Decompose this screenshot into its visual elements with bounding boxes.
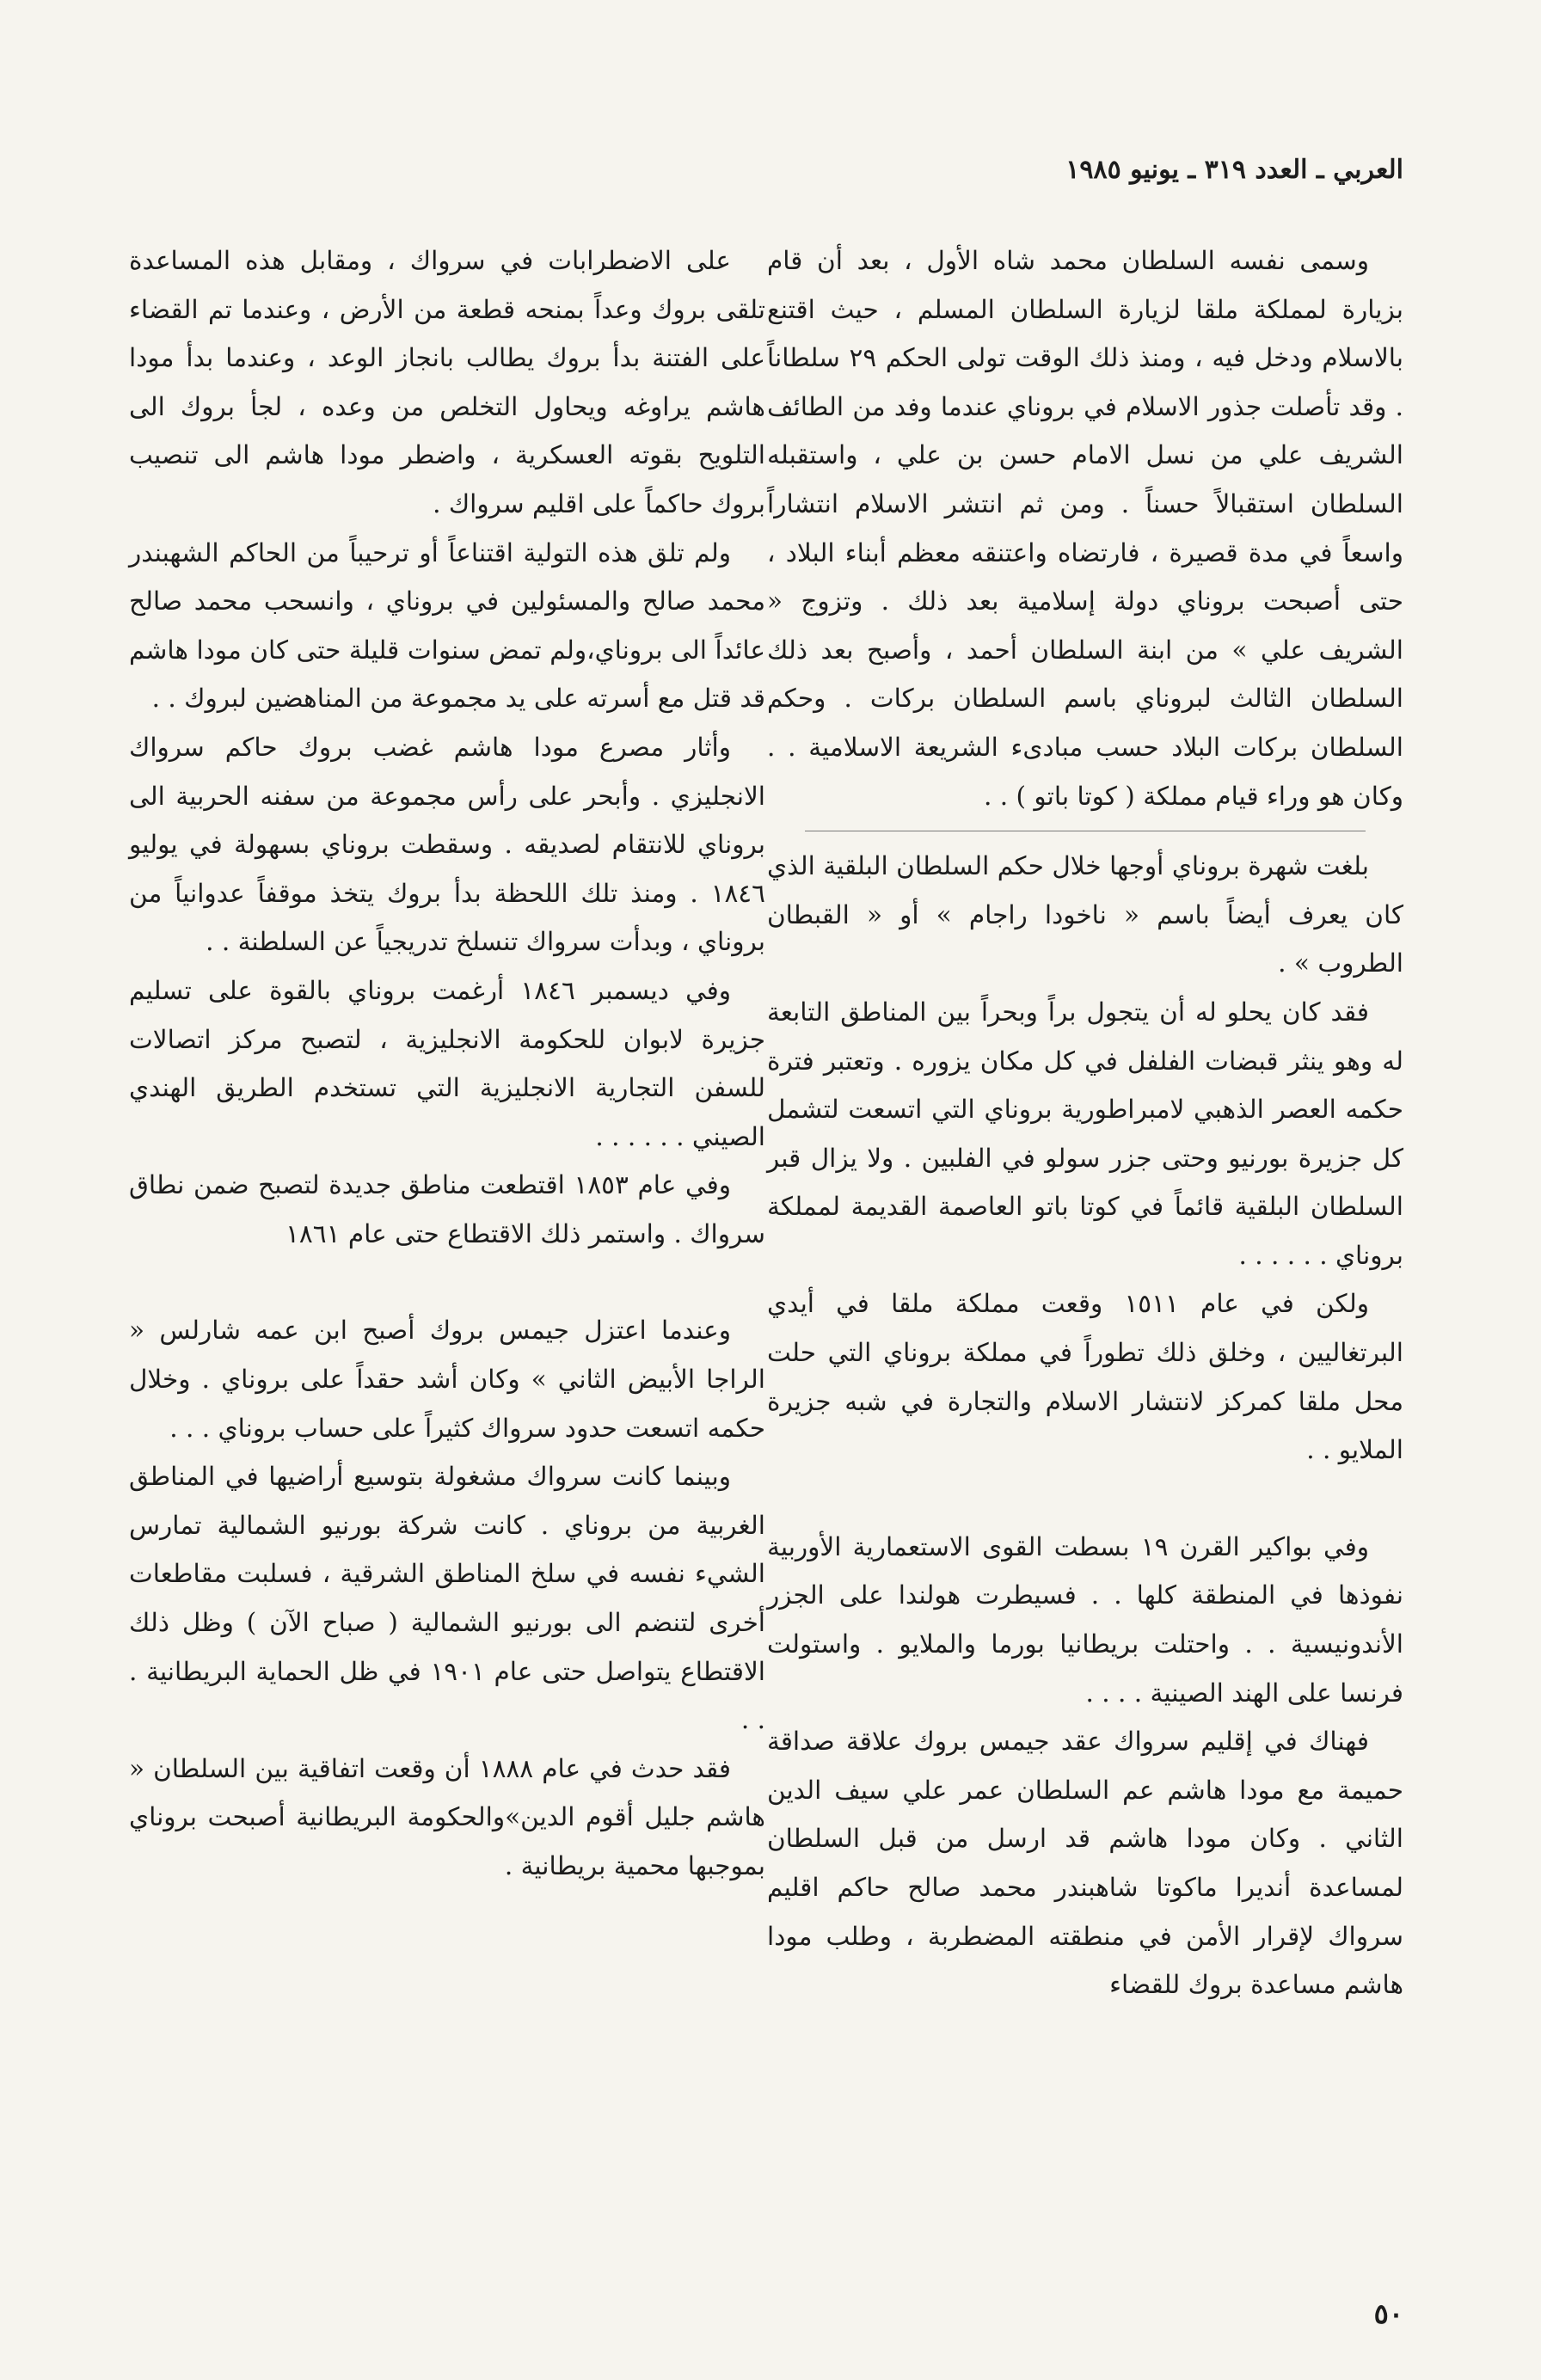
paragraph: فهناك في إقليم سرواك عقد جيمس بروك علاقة صداقة حميمة مع مودا هاشم عم السلطان عمر علي سيف الدين الثاني . وكان مودا هاشم قد ارسل من قبل السلطان لمساعدة أنديرا ماكوتا شاهبندر محمد صالح حاكم اقليم سرواك لإقرار الأمن في منطقته المضطربة ، وطلب مودا هاشم مساعدة بروك للقضاء — [767, 1727, 1403, 2000]
paragraph: وسمى نفسه السلطان محمد شاه الأول ، بعد أن قام بزيارة لمملكة ملقا لزيارة السلطان المسلم ، حيث اقتنع بالاسلام ودخل فيه ، ومنذ ذلك الوقت تولى الحكم ٢٩ سلطاناً . وقد تأصلت جذور الاسلام في بروناي عندما وفد من الطائف الشريف علي من نسل الامام حسن بن علي ، واستقبله السلطان استقبالاً حسناً . ومن ثم انتشر الاسلام انتشاراً واسعاً في مدة قصيرة ، فارتضاه واعتنقه معظم أبناء البلاد ، حتى أصبحت بروناي دولة إسلامية بعد ذلك . وتزوج « الشريف علي » من ابنة السلطان أحمد ، وأصبح بعد ذلك السلطان الثالث لبروناي باسم السلطان بركات . وحكم السلطان بركات البلاد حسب مبادىء الشريعة الاسلامية . . وكان هو وراء قيام مملكة ( كوتا باتو ) . . — [767, 246, 1403, 811]
paragraph: بلغت شهرة بروناي أوجها خلال حكم السلطان البلقية الذي كان يعرف أيضاً باسم « ناخودا راجام » أو « القبطان الطروب » . — [767, 851, 1403, 978]
paragraph: وفي بواكير القرن ١٩ بسطت القوى الاستعمارية الأوربية نفوذها في المنطقة كلها . . فسيطرت هولندا على الجزر الأندونيسية . . واحتلت بريطانيا بورما والملايو . واستولت فرنسا على الهند الصينية . . . . — [767, 1531, 1403, 1708]
paragraph: وفي عام ١٨٥٣ اقتطعت مناطق جديدة لتصبح ضمن نطاق سرواك . واستمر ذلك الاقتطاع حتى عام ١٨٦١ — [129, 1170, 765, 1248]
paragraph: فقد كان يحلو له أن يتجول براً وبحراً بين المناطق التابعة له وهو ينثر قبضات الفلفل في كل مكان يزوره . وتعتبر فترة حكمه العصر الذهبي لامبراطورية بروناي التي اتسعت لتشمل كل جزيرة بورنيو وحتى جزر سولو في الفلبين . ولا يزال قبر السلطان البلقية قائماً في كوتا باتو العاصمة القديمة لمملكة بروناي . . . . . . — [767, 997, 1403, 1270]
paragraph: على الاضطرابات في سرواك ، ومقابل هذه المساعدة تلقى بروك وعداً بمنحه قطعة من الأرض ، وعندما تم القضاء على الفتنة بدأ بروك يطالب بانجاز الوعد ، وعندما بدأ مودا هاشم يراوغه ويحاول التخلص من وعده ، لجأ بروك الى التلويح بقوته العسكرية ، واضطر مودا هاشم الى تنصيب بروك حاكماً على اقليم سرواك . — [129, 246, 765, 518]
paragraph: ولكن في عام ١٥١١ وقعت مملكة ملقا في أيدي البرتغاليين ، وخلق ذلك تطوراً في مملكة بروناي التي حلت محل ملقا كمركز لانتشار الاسلام والتجارة في شبه جزيرة الملايو . . — [767, 1289, 1403, 1465]
page-number: ٥٠ — [1373, 2297, 1403, 2330]
running-header: العربي ـ العدد ٣١٩ ـ يونيو ١٩٨٥ — [1065, 155, 1403, 185]
paragraph: وفي ديسمبر ١٨٤٦ أرغمت بروناي بالقوة على تسليم جزيرة لابوان للحكومة الانجليزية ، لتصبح مركز اتصالات للسفن التجارية الانجليزية التي تستخدم الطريق الهندي الصيني . . . . . . — [129, 975, 765, 1151]
paragraph: فقد حدث في عام ١٨٨٨ أن وقعت اتفاقية بين السلطان « هاشم جليل أقوم الدين»والحكومة البريطانية أصبحت بروناي بموجبها محمية بريطانية . — [129, 1753, 765, 1880]
left-column — [129, 236, 765, 1891]
paragraph: وأثار مصرع مودا هاشم غضب بروك حاكم سرواك الانجليزي . وأبحر على رأس مجموعة من سفنه الحربية الى بروناي للانتقام لصديقه . وسقطت بروناي بسهولة في يوليو ١٨٤٦ . ومنذ تلك اللحظة بدأ بروك يتخذ موقفاً عدوانياً من بروناي ، وبدأت سرواك تنسلخ تدريجياً عن السلطنة . . — [129, 732, 765, 957]
right-column — [767, 236, 1403, 2009]
paragraph: وبينما كانت سرواك مشغولة بتوسيع أراضيها في المناطق الغربية من بروناي . كانت شركة بورنيو الشمالية تمارس الشيء نفسه في سلخ المناطق الشرقية ، فسلبت مقاطعات أخرى لتنضم الى بورنيو الشمالية ( صباح الآن ) وظل ذلك الاقتطاع يتواصل حتى عام ١٩٠١ في ظل الحماية البريطانية . . . — [129, 1462, 766, 1735]
paragraph: وعندما اعتزل جيمس بروك أصبح ابن عمه شارلس « الراجا الأبيض الثاني » وكان أشد حقداً على بروناي . وخلال حكمه اتسعت حدود سرواك كثيراً على حساب بروناي . . . — [129, 1316, 765, 1443]
paragraph: ولم تلق هذه التولية اقتناعاً أو ترحيباً من الحاكم الشهبندر محمد صالح والمسئولين في بروناي ، وانسحب محمد صالح عائداً الى بروناي،ولم تمض سنوات قليلة حتى كان مودا هاشم قد قتل مع أسرته على يد مجموعة من المناهضين لبروك . . — [129, 537, 765, 714]
